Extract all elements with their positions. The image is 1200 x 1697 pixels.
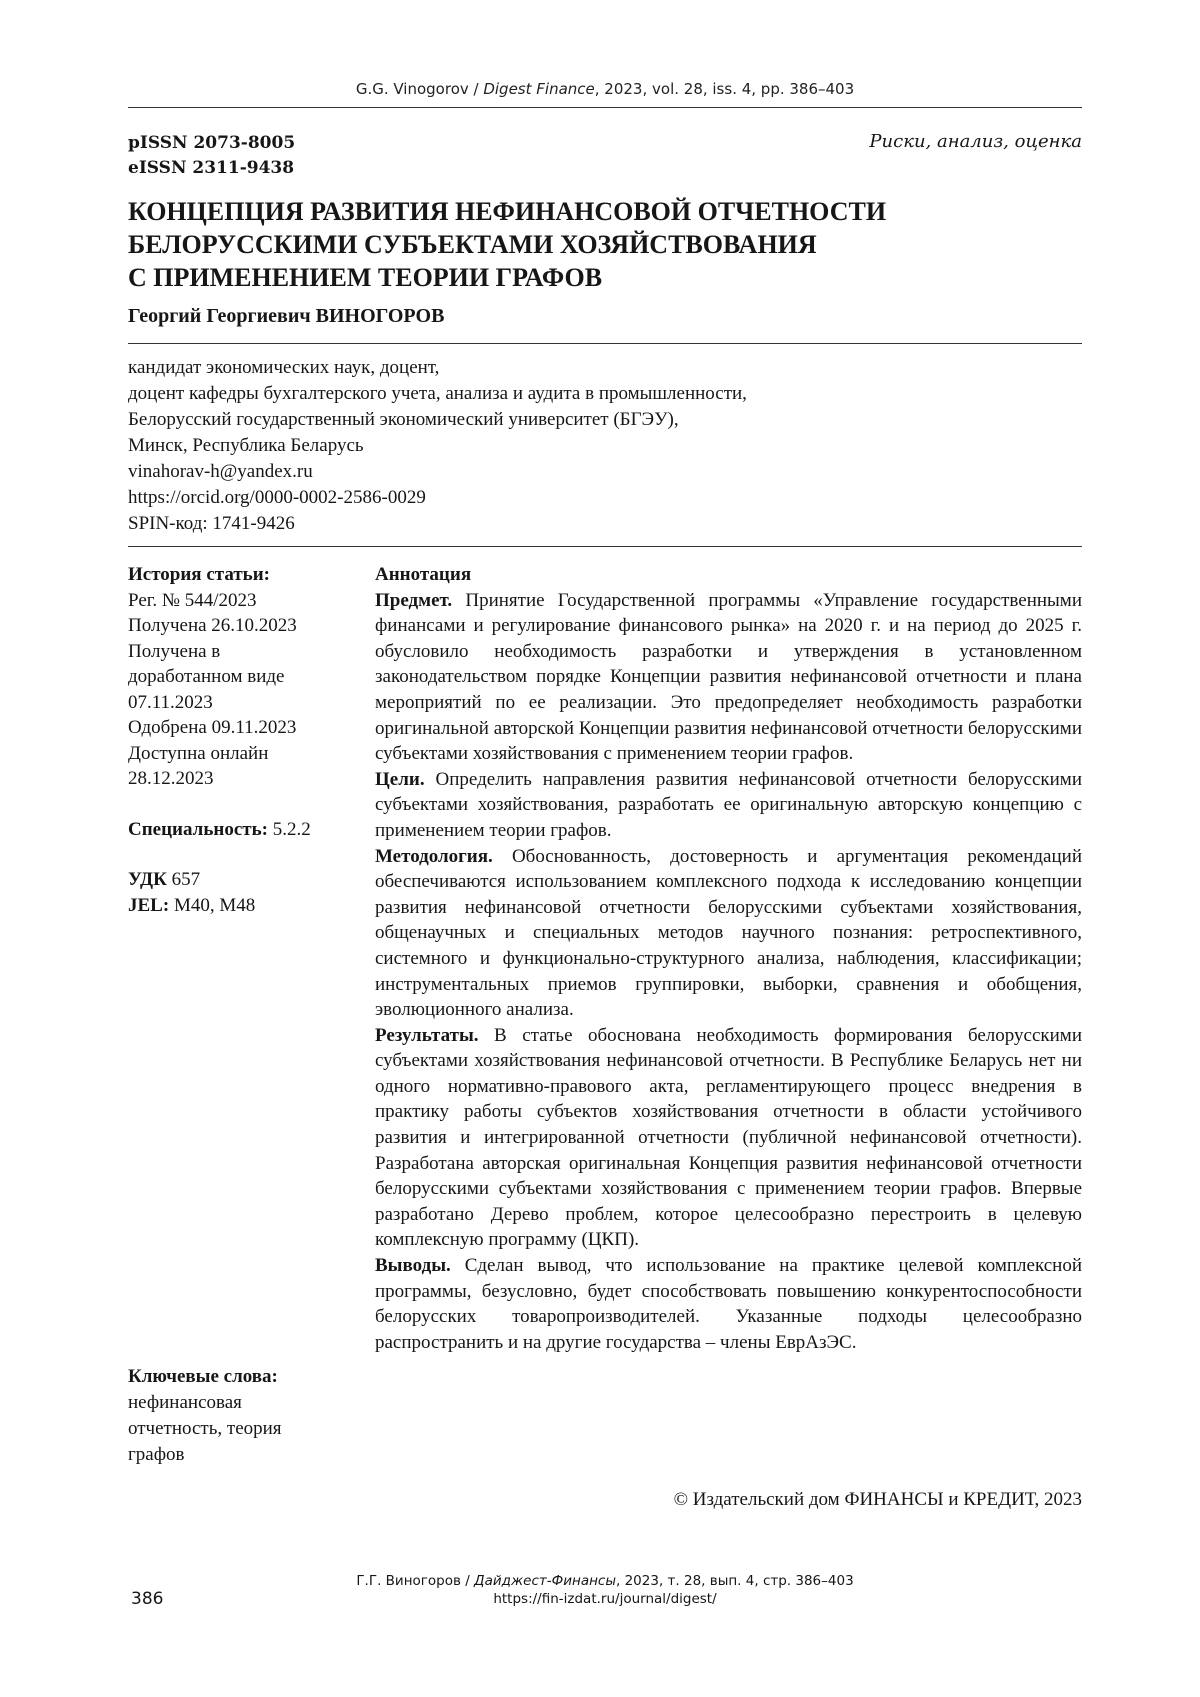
running-head-journal: Digest Finance: [483, 80, 595, 98]
author-orcid[interactable]: https://orcid.org/0000-0002-2586-0029: [128, 487, 426, 508]
affiliation-position: доцент кафедры бухгалтерского учета, анализа и аудита в промышленности,: [128, 383, 747, 404]
abstract-subject: [375, 588, 1082, 767]
keywords-line-3: графов: [128, 1444, 185, 1465]
jel-label: JEL:: [128, 894, 170, 916]
affiliation-block: [128, 355, 747, 537]
conclusions-text: Сделан вывод, что использование на практике целевой комплексной программы, безусловно, будет способствовать повышению конкурентоспособности белорусских товаропроизводителей. Указанные подходы целесообразно распространить и на другие государства – члены ЕврАзЭС.: [375, 1255, 1082, 1353]
title-line-2: БЕЛОРУССКИМИ СУБЪЕКТАМИ ХОЗЯЙСТВОВАНИЯ: [128, 230, 817, 259]
running-head: [128, 80, 1082, 98]
footer-citation: [300, 1572, 910, 1608]
author-name: Георгий Георгиевич ВИНОГОРОВ: [128, 305, 445, 327]
abstract-results: [375, 1023, 1082, 1253]
conclusions-label: Выводы.: [375, 1255, 451, 1277]
keywords-line-1: нефинансовая: [128, 1392, 242, 1413]
running-head-details: , 2023, vol. 28, iss. 4, pp. 386–403: [594, 80, 855, 98]
pissn: pISSN 2073-8005: [128, 133, 296, 153]
jel-value: M40, M48: [169, 894, 256, 916]
methodology-label: Методология.: [375, 845, 493, 867]
specialty-label: Специальность:: [128, 818, 268, 840]
history-reg: Рег. № 544/2023: [128, 589, 257, 611]
affiliation-degree: кандидат экономических наук, доцент,: [128, 357, 440, 378]
history-revised-3: 07.11.2023: [128, 691, 213, 713]
affiliation-city: Минск, Республика Беларусь: [128, 435, 364, 456]
title-line-1: КОНЦЕПЦИЯ РАЗВИТИЯ НЕФИНАНСОВОЙ ОТЧЕТНОСТИ: [128, 197, 887, 226]
footer-citation-line: [300, 1572, 910, 1590]
title-line-3: С ПРИМЕНЕНИЕМ ТЕОРИИ ГРАФОВ: [128, 263, 603, 292]
keywords-block: [128, 1364, 353, 1468]
goals-text: Определить направления развития нефинансовой отчетности белорусскими субъектами хозяйствования, разработать ее оригинальную авторскую концепцию с применением теории графов.: [375, 768, 1082, 841]
udk-value: 657: [166, 869, 201, 890]
article-metadata: [128, 562, 353, 918]
footer-details: , 2023, т. 28, вып. 4, стр. 386–403: [616, 1573, 854, 1589]
header-rule: [128, 107, 1082, 108]
article-title: [128, 195, 1082, 294]
abstract-conclusions: [375, 1253, 1082, 1355]
footer-journal: Дайджест-Финансы: [474, 1573, 617, 1589]
specialty: [128, 817, 353, 843]
abstract-goals: [375, 767, 1082, 844]
author-rule: [128, 343, 1082, 344]
udk: [128, 867, 353, 893]
footer-author: Г.Г. Виногоров /: [356, 1573, 475, 1589]
copyright: © Издательский дом ФИНАНСЫ и КРЕДИТ, 2023: [673, 1489, 1082, 1510]
eissn: eISSN 2311-9438: [128, 158, 295, 178]
abstract-heading: Аннотация: [375, 564, 472, 585]
specialty-value: 5.2.2: [267, 818, 311, 840]
abstract: [375, 562, 1082, 1355]
page-number: 386: [131, 1589, 164, 1609]
affiliation-rule: [128, 546, 1082, 547]
subject-label: Предмет.: [375, 589, 453, 611]
goals-label: Цели.: [375, 768, 425, 790]
history-online-1: Доступна онлайн: [128, 742, 269, 764]
author-email[interactable]: vinahorav-h@yandex.ru: [128, 461, 313, 482]
affiliation-university: Белорусский государственный экономический университет (БГЭУ),: [128, 409, 679, 430]
results-text: В статье обоснована необходимость формирования белорусскими субъектами хозяйствования нефинансовой отчетности. В Республике Беларусь нет ни одного нормативно-правового акта, регламентирующего процесс внедрения в практику работы субъектов хозяйствования отчетности в области устойчивого развития и интегрированной отчетности (публичной нефинансовой отчетности). Разработана авторская оригинальная Концепция развития нефинансовой отчетности белорусскими субъектами хозяйствования с применением теории графов. Впервые разработано Дерево проблем, которое целесообразно перестроить в целевую комплексную программу (ЦКП).: [375, 1024, 1082, 1251]
history-heading: История статьи:: [128, 564, 270, 585]
jel: [128, 893, 353, 919]
methodology-text: Обоснованность, достоверность и аргументация рекомендаций обеспечиваются использованием комплексного подхода к исследованию концепции развития нефинансовой отчетности белорусскими субъектами хозяйствования, общенаучных и специальных методов научного познания: ретроспективного, системного и функционально-структурного анализа, наблюдения, классификации; инструментальных приемов группировки, выборки, сравнения и обобщения, эволюционного анализа.: [375, 845, 1082, 1021]
results-label: Результаты.: [375, 1024, 479, 1046]
abstract-methodology: [375, 844, 1082, 1023]
rubric: Риски, анализ, оценка: [869, 131, 1082, 152]
history-online-2: 28.12.2023: [128, 768, 214, 789]
footer-url[interactable]: https://fin-izdat.ru/journal/digest/: [493, 1591, 717, 1607]
issn-block: [128, 131, 295, 181]
keywords-heading: Ключевые слова:: [128, 1366, 278, 1387]
keywords-line-2: отчетность, теория: [128, 1418, 282, 1439]
subject-text: Принятие Государственной программы «Управление государственными финансами и регулирование финансового рынка» на 2020 г. и на период до 2025 г. обусловило необходимость разработки и утверждения в установленном законодательством порядке Концепции развития нефинансовой отчетности и плана мероприятий по ее реализации. Это предопределяет необходимость разработки оригинальной авторской Концепции развития нефинансовой отчетности белорусскими субъектами хозяйствования с применением теории графов.: [375, 589, 1082, 765]
history-approved: Одобрена 09.11.2023: [128, 717, 297, 738]
history-received: Получена 26.10.2023: [128, 615, 297, 636]
author-spin: SPIN-код: 1741-9426: [128, 513, 295, 534]
udk-label: УДК: [128, 869, 167, 890]
history-revised-1: Получена в: [128, 640, 221, 662]
history-revised-2: доработанном виде: [128, 666, 285, 687]
running-head-author: G.G. Vinogorov /: [355, 80, 484, 98]
